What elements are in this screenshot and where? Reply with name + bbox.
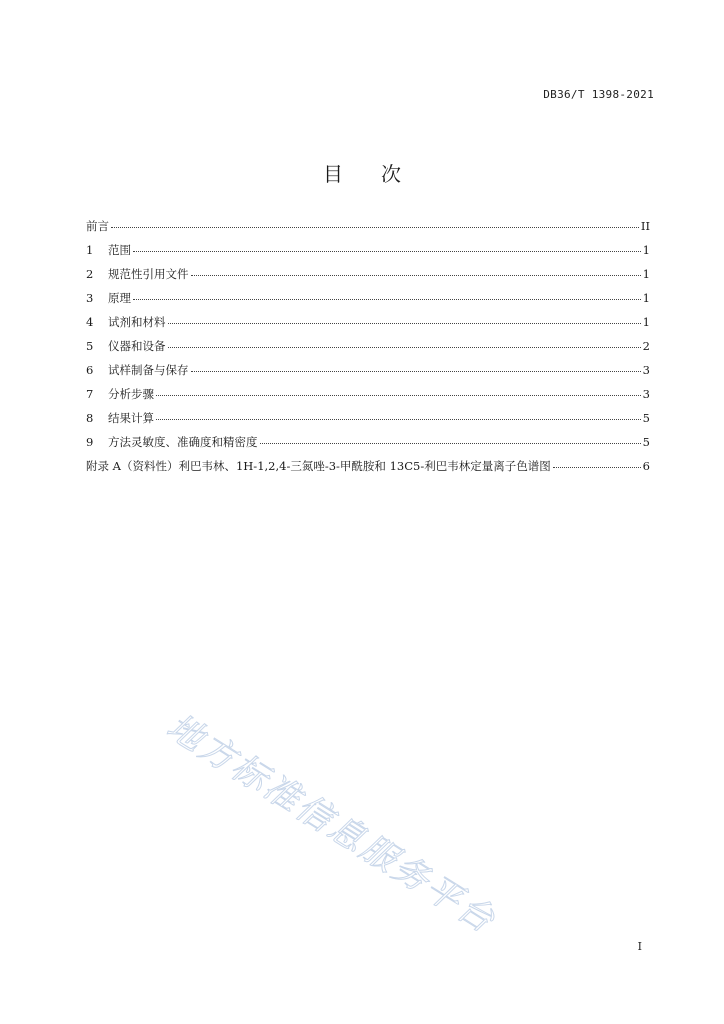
toc-entry-label[interactable]: 方法灵敏度、准确度和精密度 (108, 435, 258, 449)
toc-heading-char-2: 次 (381, 162, 401, 186)
toc-entry-page: 1 (642, 267, 650, 281)
toc-entry-number: 1 (86, 243, 94, 257)
toc-entry-number: 2 (86, 267, 94, 281)
toc-entry-number: 4 (86, 315, 94, 329)
toc-entry-2[interactable] (86, 266, 650, 290)
toc-entry-3[interactable] (86, 290, 650, 314)
toc-entry-1[interactable] (86, 242, 650, 266)
toc-leader-dots (260, 432, 641, 444)
toc-leader-dots (191, 360, 641, 372)
toc-leader-dots (156, 408, 641, 420)
toc-entry-page: 5 (642, 411, 650, 425)
toc-entry-label[interactable]: 范围 (108, 243, 131, 257)
standard-code: DB36/T 1398-2021 (543, 88, 654, 101)
toc-entry-page: 5 (642, 435, 650, 449)
toc-entry-8[interactable] (86, 410, 650, 434)
toc-heading-char-1: 目 (323, 162, 343, 186)
toc-entry-7[interactable] (86, 386, 650, 410)
toc-entry-label[interactable]: 分析步骤 (108, 387, 154, 401)
toc-entry-label[interactable]: 试剂和材料 (108, 315, 166, 329)
toc-entry-4[interactable] (86, 314, 650, 338)
toc-entry-9[interactable] (86, 434, 650, 458)
toc-entry-label[interactable]: 附录 A（资料性）利巴韦林、1H-1,2,4-三氮唑-3-甲酰胺和 13C5-利巴韦林定量离子色谱图 (86, 459, 551, 473)
toc-entry-label[interactable]: 前言 (86, 219, 109, 233)
toc-entry-preface[interactable] (86, 218, 650, 242)
toc-leader-dots (191, 264, 641, 276)
toc-leader-dots (133, 288, 641, 300)
toc-entry-label[interactable]: 仪器和设备 (108, 339, 166, 353)
toc-entry-label[interactable]: 结果计算 (108, 411, 154, 425)
toc-entry-page: 1 (642, 291, 650, 305)
toc-entry-5[interactable] (86, 338, 650, 362)
toc-entry-page: 3 (642, 363, 650, 377)
toc-entry-page: 2 (642, 339, 650, 353)
toc-entry-page: 3 (642, 387, 650, 401)
toc-entry-number: 8 (86, 411, 94, 425)
watermark: 地方标准信息服务平台 (159, 706, 504, 943)
toc-entry-label[interactable]: 原理 (108, 291, 131, 305)
toc-entry-number: 9 (86, 435, 94, 449)
toc-entry-appendix-a[interactable] (86, 458, 650, 482)
toc-entry-page: 1 (642, 315, 650, 329)
toc-entry-number: 5 (86, 339, 94, 353)
toc-entry-label[interactable]: 试样制备与保存 (108, 363, 189, 377)
toc-entry-number: 3 (86, 291, 94, 305)
toc-entry-6[interactable] (86, 362, 650, 386)
toc-entry-page: II (640, 219, 650, 233)
toc-entry-page: 6 (642, 459, 650, 473)
toc-entry-number: 7 (86, 387, 94, 401)
page-number: I (637, 940, 642, 953)
toc-leader-dots (168, 312, 641, 324)
toc-leader-dots (156, 384, 641, 396)
toc-entry-page: 1 (642, 243, 650, 257)
toc-leader-dots (133, 240, 641, 252)
toc-leader-dots (553, 456, 641, 468)
toc-entry-number: 6 (86, 363, 94, 377)
toc-leader-dots (111, 216, 639, 228)
table-of-contents (86, 218, 650, 482)
toc-entry-label[interactable]: 规范性引用文件 (108, 267, 189, 281)
toc-heading (0, 158, 724, 187)
toc-leader-dots (168, 336, 641, 348)
